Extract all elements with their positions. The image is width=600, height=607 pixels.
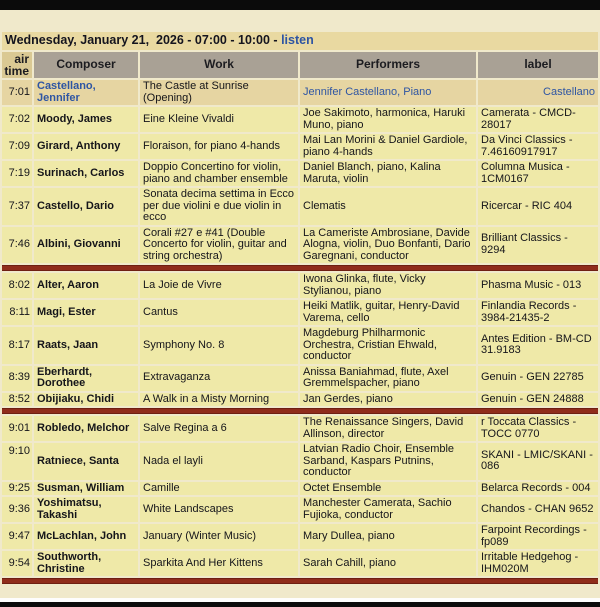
performers-cell: Magdeburg Philharmonic Orchestra, Cristian Ehwald, conductor [300,327,476,364]
composer-cell: Robledo, Melchor [34,416,138,441]
label-cell: Genuin - GEN 24888 [478,393,598,407]
composer-cell: Surinach, Carlos [34,161,138,186]
schedule-row [2,227,598,264]
performers-cell: Daniel Blanch, piano, Kalina Maruta, violin [300,161,476,186]
column-header-work: Work [140,52,298,78]
performers-cell: Jan Gerdes, piano [300,393,476,407]
composer-cell: Eberhardt, Dorothee [34,366,138,391]
column-header-performers: Performers [300,52,476,78]
performers-cell: Mai Lan Morini & Daniel Gardiole, piano 4-hands [300,134,476,159]
schedule-row [2,188,598,225]
work-cell: Sparkita And Her Kittens [140,551,298,576]
work-cell: Nada el layli [140,443,298,480]
schedule-row [2,551,598,576]
label-link[interactable]: Castellano [543,85,596,98]
composer-cell: Albini, Giovanni [34,227,138,264]
work-cell: La Joie de Vivre [140,273,298,298]
performers-cell [300,80,476,105]
performers-cell: Manchester Camerata, Sachio Fujioka, conductor [300,497,476,522]
schedule-row [2,273,598,298]
schedule-row [2,300,598,325]
hour-divider-rule [2,265,598,271]
air-time-cell: 9:01 [2,416,32,441]
work-cell: Doppio Concertino for violin, piano and chamber ensemble [140,161,298,186]
title-row [2,32,598,50]
column-header-composer: Composer [34,52,138,78]
composer-cell: Southworth, Christine [34,551,138,576]
air-time-cell: 9:47 [2,524,32,549]
air-time-cell: 7:37 [2,188,32,225]
schedule-row [2,80,598,105]
air-time-cell: 9:36 [2,497,32,522]
composer-cell: Obijiaku, Chidi [34,393,138,407]
air-time-cell: 7:19 [2,161,32,186]
column-header-row [2,52,598,78]
composer-cell: Girard, Anthony [34,134,138,159]
performers-cell: Latvian Radio Choir, Ensemble Sarband, Kaspars Putnins, conductor [300,443,476,480]
air-time-cell: 8:39 [2,366,32,391]
performers-cell: The Renaissance Singers, David Allinson, director [300,416,476,441]
date-title-cell [2,32,598,50]
playlist-table [0,30,600,586]
work-cell: The Castle at Sunrise (Opening) [140,80,298,105]
label-cell [478,80,598,105]
work-cell: Floraison, for piano 4-hands [140,134,298,159]
label-cell: Da Vinci Classics - 7.46160917917 [478,134,598,159]
label-cell: Chandos - CHAN 9652 [478,497,598,522]
schedule-row [2,366,598,391]
air-time-cell: 7:02 [2,107,32,132]
composer-cell: Magi, Ester [34,300,138,325]
performers-cell: Anissa Baniahmad, flute, Axel Gremmelspacher, piano [300,366,476,391]
label-cell: Columna Musica - 1CM0167 [478,161,598,186]
work-cell: Eine Kleine Vivaldi [140,107,298,132]
work-cell: Cantus [140,300,298,325]
label-cell: Phasma Music - 013 [478,273,598,298]
performers-cell: Sarah Cahill, piano [300,551,476,576]
composer-cell: Alter, Aaron [34,273,138,298]
hour-divider-rule [2,578,598,584]
hour-divider-rule [2,408,598,414]
label-cell: Camerata - CMCD-28017 [478,107,598,132]
work-cell: Camille [140,482,298,496]
schedule-row [2,393,598,407]
air-time-cell: 7:09 [2,134,32,159]
air-time-cell: 7:01 [2,80,32,105]
performers-cell: Iwona Glinka, flute, Vicky Stylianou, piano [300,273,476,298]
air-time-cell: 7:46 [2,227,32,264]
work-cell: Salve Regina a 6 [140,416,298,441]
label-cell: Belarca Records - 004 [478,482,598,496]
air-time-cell: 9:54 [2,551,32,576]
performers-cell: La Cameriste Ambrosiane, Davide Alogna, violin, Duo Bonfanti, Dario Garegnani, conductor [300,227,476,264]
air-time-cell: 8:17 [2,327,32,364]
hour-divider [2,408,598,414]
work-cell: Sonata decima settima in Ecco per due violini e due violin in ecco [140,188,298,225]
composer-cell: Moody, James [34,107,138,132]
performers-link[interactable]: Jennifer Castellano, Piano [303,85,432,98]
label-cell: Irritable Hedgehog - IHM020M [478,551,598,576]
column-header-air-time: air time [2,52,32,78]
schedule-row [2,524,598,549]
air-time-cell: 8:11 [2,300,32,325]
label-cell: Finlandia Records - 3984-21435-2 [478,300,598,325]
schedule-row [2,107,598,132]
top-black-bar [0,0,600,10]
performers-cell: Joe Sakimoto, harmonica, Haruki Muno, piano [300,107,476,132]
label-cell: SKANI - LMIC/SKANI - 086 [478,443,598,480]
work-cell: Corali #27 e #41 (Double Concerto for violin, guitar and string orchestra) [140,227,298,264]
work-cell: Extravaganza [140,366,298,391]
schedule-row [2,327,598,364]
performers-cell: Heiki Matlik, guitar, Henry-David Varema, cello [300,300,476,325]
composer-cell [34,80,138,105]
label-cell: r Toccata Classics - TOCC 0770 [478,416,598,441]
work-cell: Symphony No. 8 [140,327,298,364]
performers-cell: Mary Dullea, piano [300,524,476,549]
schedule-row [2,497,598,522]
label-cell: Brilliant Classics - 9294 [478,227,598,264]
schedule-row [2,482,598,496]
hour-divider [2,265,598,271]
air-time-cell: 8:52 [2,393,32,407]
hour-divider [2,578,598,584]
composer-cell: McLachlan, John [34,524,138,549]
work-cell: January (Winter Music) [140,524,298,549]
column-header-label: label [478,52,598,78]
performers-cell: Clematis [300,188,476,225]
work-cell: White Landscapes [140,497,298,522]
date-title: Wednesday, January 21, 2026 - 07:00 - 10:00 - [5,33,282,48]
label-cell: Ricercar - RIC 404 [478,188,598,225]
label-cell: Farpoint Recordings - fp089 [478,524,598,549]
composer-cell: Ratniece, Santa [34,443,138,480]
air-time-cell: 8:02 [2,273,32,298]
schedule-row [2,161,598,186]
composer-cell: Susman, William [34,482,138,496]
composer-cell: Yoshimatsu, Takashi [34,497,138,522]
composer-cell: Raats, Jaan [34,327,138,364]
air-time-cell: 9:10 [2,443,32,480]
composer-cell: Castello, Dario [34,188,138,225]
label-cell: Antes Edition - BM-CD 31.9183 [478,327,598,364]
schedule-row [2,443,598,480]
work-cell: A Walk in a Misty Morning [140,393,298,407]
top-margin [0,10,600,30]
label-cell: Genuin - GEN 22785 [478,366,598,391]
bottom-black-bar [0,602,600,607]
performers-cell: Octet Ensemble [300,482,476,496]
air-time-cell: 9:25 [2,482,32,496]
schedule-row [2,416,598,441]
composer-link[interactable]: Castellano, Jennifer [37,80,96,104]
listen-link[interactable]: listen [281,33,314,48]
schedule-row [2,134,598,159]
